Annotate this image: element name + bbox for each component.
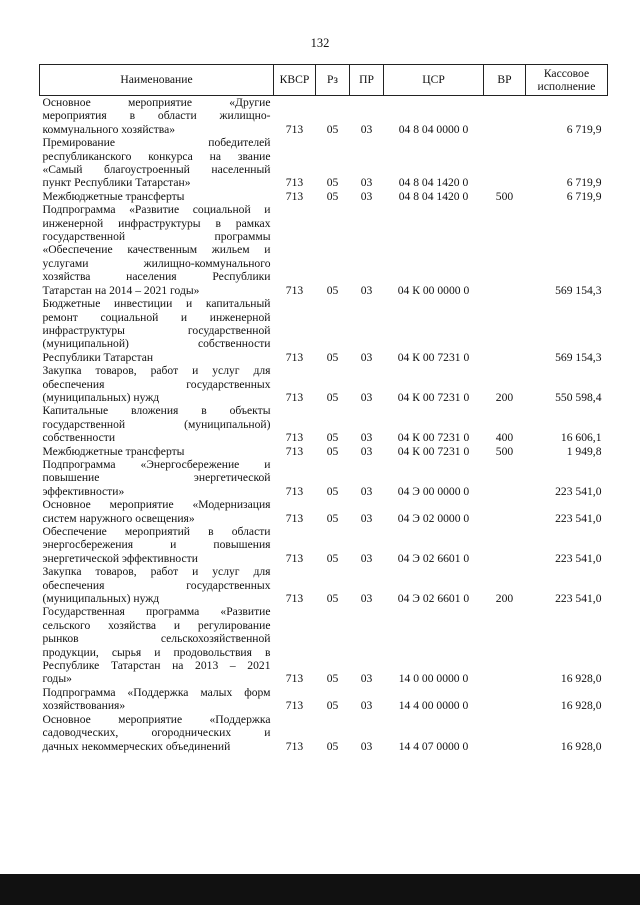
row-name-line: Бюджетные инвестиции и капитальный (42, 297, 271, 311)
row-name-cell (40, 136, 274, 190)
row-rz-cell: 05 (326, 431, 339, 445)
row-name-cell (40, 190, 274, 203)
row-vr-cell (484, 136, 526, 190)
row-rz-cell: 05 (326, 484, 339, 498)
table-row (40, 525, 608, 565)
header-amount: Кассовое исполнение (526, 65, 608, 96)
table-row (40, 498, 608, 525)
row-csr-cell: 04 8 04 1420 0 (398, 176, 469, 190)
row-amount-cell: 223 541,0 (555, 511, 602, 525)
row-pr-cell: 03 (360, 739, 373, 753)
row-csr-cell: 04 Э 02 0000 0 (397, 511, 470, 525)
row-csr-cell: 04 К 00 7231 0 (397, 350, 470, 364)
row-vr-cell (484, 525, 526, 565)
row-pr-cell: 03 (360, 592, 373, 606)
row-vr-cell (484, 498, 526, 525)
row-name-line: Республики Татарстан (42, 350, 154, 364)
row-name-line: собственности (42, 431, 116, 445)
table-row (40, 404, 608, 444)
row-amount-cell: 569 154,3 (555, 350, 602, 364)
table-row (40, 96, 608, 137)
scan-edge-bar (0, 874, 640, 905)
row-vr-cell (484, 605, 526, 685)
row-name-line: «Самый благоустроенный населенный (42, 163, 271, 177)
page-number: 132 (310, 36, 330, 50)
row-name-line: Обеспечение мероприятий в области (42, 525, 271, 538)
row-pr-cell: 03 (360, 390, 373, 404)
row-name-line: услугами жилищно-коммунального (42, 256, 271, 270)
row-amount-cell: 223 541,0 (555, 484, 602, 498)
row-csr-cell: 04 К 00 7231 0 (397, 431, 470, 445)
row-kvsr-cell: 713 (285, 350, 304, 364)
row-pr-cell: 03 (360, 283, 373, 297)
row-csr-cell: 04 Э 02 6601 0 (397, 551, 470, 565)
row-name-line: инженерной инфраструктуры в рамках (42, 216, 271, 230)
row-name-line: Капитальные вложения в объекты (42, 404, 271, 418)
row-name-line: пункт Республики Татарстан» (42, 176, 191, 190)
row-name-cell (40, 605, 274, 685)
table-row (40, 203, 608, 297)
row-name-cell (40, 96, 274, 137)
row-vr-cell (484, 686, 526, 713)
budget-table (39, 64, 608, 753)
row-vr-cell (484, 458, 526, 498)
table-row (40, 605, 608, 685)
row-name-line: эффективности» (42, 484, 125, 498)
row-csr-cell: 04 Э 00 0000 0 (397, 484, 470, 498)
row-pr-cell: 03 (360, 484, 373, 498)
row-name-line: (муниципальных) нужд (42, 592, 160, 606)
row-name-line: «Обеспечение качественным жильем и (42, 243, 271, 257)
row-rz-cell: 05 (326, 176, 339, 190)
table-row (40, 190, 608, 203)
row-name-line: (муниципальных) нужд (42, 390, 160, 404)
row-amount-cell: 16 928,0 (560, 699, 602, 713)
row-name-line: сельского хозяйства и регулирование (42, 618, 271, 632)
table-row (40, 364, 608, 404)
table-row (40, 136, 608, 190)
row-name-line: хозяйствования» (42, 699, 126, 713)
table-body (40, 96, 608, 753)
row-kvsr-cell: 713 (285, 122, 304, 136)
row-name-cell (40, 565, 274, 605)
row-rz-cell: 05 (326, 672, 339, 686)
row-name-line: Республике Татарстан на 2013 – 2021 (42, 659, 271, 673)
row-name-line: Подпрограмма «Развитие социальной и (42, 203, 271, 217)
row-amount-cell: 550 598,4 (555, 390, 602, 404)
row-kvsr-cell: 713 (285, 431, 304, 445)
row-name-line: Государственная программа «Развитие (42, 605, 271, 619)
row-name-line: Закупка товаров, работ и услуг для (42, 565, 271, 579)
table-row (40, 458, 608, 498)
row-rz-cell: 05 (326, 551, 339, 565)
row-kvsr-cell: 713 (285, 739, 304, 753)
row-csr-cell: 14 4 00 0000 0 (398, 699, 469, 713)
row-name-line: Татарстан на 2014 – 2021 годы» (42, 283, 200, 297)
row-amount-cell: 16 606,1 (560, 431, 602, 445)
row-csr-cell: 04 К 00 0000 0 (397, 283, 470, 297)
row-kvsr-cell: 713 (285, 511, 304, 525)
row-name-line: Межбюджетные трансферты (42, 189, 185, 203)
row-name-cell (40, 713, 274, 753)
header-pr: ПР (350, 65, 384, 96)
row-amount-cell: 223 541,0 (555, 592, 602, 606)
row-amount-cell: 1 949,8 (566, 444, 602, 458)
row-kvsr-cell: 713 (285, 283, 304, 297)
row-pr-cell: 03 (360, 551, 373, 565)
row-kvsr-cell: 713 (285, 189, 304, 203)
row-csr-cell: 04 Э 02 6601 0 (397, 592, 470, 606)
header-name: Наименование (40, 65, 274, 96)
row-rz-cell: 05 (326, 511, 339, 525)
table-row (40, 565, 608, 605)
row-kvsr-cell: 713 (285, 672, 304, 686)
row-kvsr-cell: 713 (285, 484, 304, 498)
row-name-cell (40, 525, 274, 565)
row-kvsr-cell: 713 (285, 551, 304, 565)
row-csr-cell: 04 8 04 0000 0 (398, 122, 469, 136)
row-name-cell (40, 686, 274, 713)
row-csr-cell: 04 К 00 7231 0 (397, 390, 470, 404)
row-name-line: Премирование победителей (42, 136, 271, 150)
row-name-cell (40, 498, 274, 525)
table-row (40, 445, 608, 458)
row-amount-cell: 6 719,9 (566, 122, 602, 136)
row-name-line: Подпрограмма «Поддержка малых форм (42, 685, 271, 699)
row-name-cell (40, 458, 274, 498)
row-name-line: республиканского конкурса на звание (42, 149, 271, 163)
row-name-line: энергосбережения и повышения (42, 538, 271, 552)
row-kvsr-cell: 713 (285, 390, 304, 404)
row-name-line: Основное мероприятие «Поддержка (42, 712, 271, 726)
row-amount-cell: 6 719,9 (566, 176, 602, 190)
row-name-cell (40, 404, 274, 444)
row-pr-cell: 03 (360, 444, 373, 458)
row-pr-cell: 03 (360, 511, 373, 525)
row-vr-cell (484, 297, 526, 364)
row-vr-cell: 200 (495, 592, 514, 606)
row-rz-cell: 05 (326, 444, 339, 458)
row-amount-cell: 16 928,0 (560, 739, 602, 753)
row-pr-cell: 03 (360, 122, 373, 136)
row-name-line: государственной программы (42, 230, 271, 244)
row-amount-cell: 569 154,3 (555, 283, 602, 297)
row-vr-cell: 200 (495, 390, 514, 404)
row-name-line: систем наружного освещения» (42, 511, 195, 525)
row-csr-cell: 14 0 00 0000 0 (398, 672, 469, 686)
row-vr-cell (484, 203, 526, 297)
row-kvsr-cell: 713 (285, 592, 304, 606)
row-pr-cell: 03 (360, 176, 373, 190)
table-row (40, 686, 608, 713)
row-name-line: садоводческих, огороднических и (42, 726, 271, 740)
row-name-line: Основное мероприятие «Модернизация (42, 498, 271, 512)
row-name-line: Межбюджетные трансферты (42, 444, 185, 458)
row-name-line: хозяйства населения Республики (42, 270, 271, 284)
row-vr-cell: 500 (495, 444, 514, 458)
row-amount-cell: 16 928,0 (560, 672, 602, 686)
row-name-line: ремонт социальной и инженерной (42, 310, 271, 324)
row-rz-cell: 05 (326, 739, 339, 753)
row-csr-cell: 04 8 04 1420 0 (398, 189, 469, 203)
row-name-line: энергетической эффективности (42, 551, 198, 565)
row-name-line: обеспечения государственных (42, 578, 271, 592)
row-name-line: обеспечения государственных (42, 377, 271, 391)
header-vr: ВР (484, 65, 526, 96)
row-rz-cell: 05 (326, 189, 339, 203)
row-name-line: повышение энергетической (42, 471, 271, 485)
row-amount-cell: 223 541,0 (555, 551, 602, 565)
row-name-cell (40, 445, 274, 458)
row-rz-cell: 05 (326, 350, 339, 364)
row-name-line: Подпрограмма «Энергосбережение и (42, 457, 271, 471)
row-csr-cell: 14 4 07 0000 0 (398, 739, 469, 753)
row-kvsr-cell: 713 (285, 176, 304, 190)
row-vr-cell: 500 (495, 189, 514, 203)
row-pr-cell: 03 (360, 350, 373, 364)
table-row (40, 297, 608, 364)
row-kvsr-cell: 713 (285, 444, 304, 458)
row-name-line: (муниципальной) собственности (42, 337, 271, 351)
row-name-line: дачных некоммерческих объединений (42, 739, 231, 753)
row-name-cell (40, 364, 274, 404)
row-name-line: инфраструктуры государственной (42, 323, 271, 337)
row-csr-cell: 04 К 00 7231 0 (397, 444, 470, 458)
row-name-line: рынков сельскохозяйственной (42, 632, 271, 646)
row-rz-cell: 05 (326, 283, 339, 297)
header-rz: Рз (316, 65, 350, 96)
row-name-line: годы» (42, 672, 72, 686)
row-vr-cell: 400 (495, 431, 514, 445)
row-name-line: Закупка товаров, работ и услуг для (42, 364, 271, 378)
row-amount-cell: 6 719,9 (566, 189, 602, 203)
row-name-cell (40, 297, 274, 364)
table-header-row (40, 65, 608, 96)
row-rz-cell: 05 (326, 592, 339, 606)
row-name-line: Основное мероприятие «Другие (42, 96, 271, 109)
row-name-line: государственной (муниципальной) (42, 417, 271, 431)
header-kvsr: КВСР (274, 65, 316, 96)
row-pr-cell: 03 (360, 672, 373, 686)
row-rz-cell: 05 (326, 699, 339, 713)
row-name-line: продукции, сырья и продовольствия в (42, 645, 271, 659)
table-row (40, 713, 608, 753)
row-name-line: коммунального хозяйства» (42, 122, 176, 136)
row-rz-cell: 05 (326, 390, 339, 404)
header-csr: ЦСР (384, 65, 484, 96)
row-vr-cell (484, 713, 526, 753)
row-name-cell (40, 203, 274, 297)
row-vr-cell (484, 96, 526, 137)
row-name-line: мероприятия в области жилищно- (42, 109, 271, 123)
row-kvsr-cell: 713 (285, 699, 304, 713)
row-pr-cell: 03 (360, 189, 373, 203)
row-pr-cell: 03 (360, 431, 373, 445)
row-rz-cell: 05 (326, 122, 339, 136)
row-pr-cell: 03 (360, 699, 373, 713)
